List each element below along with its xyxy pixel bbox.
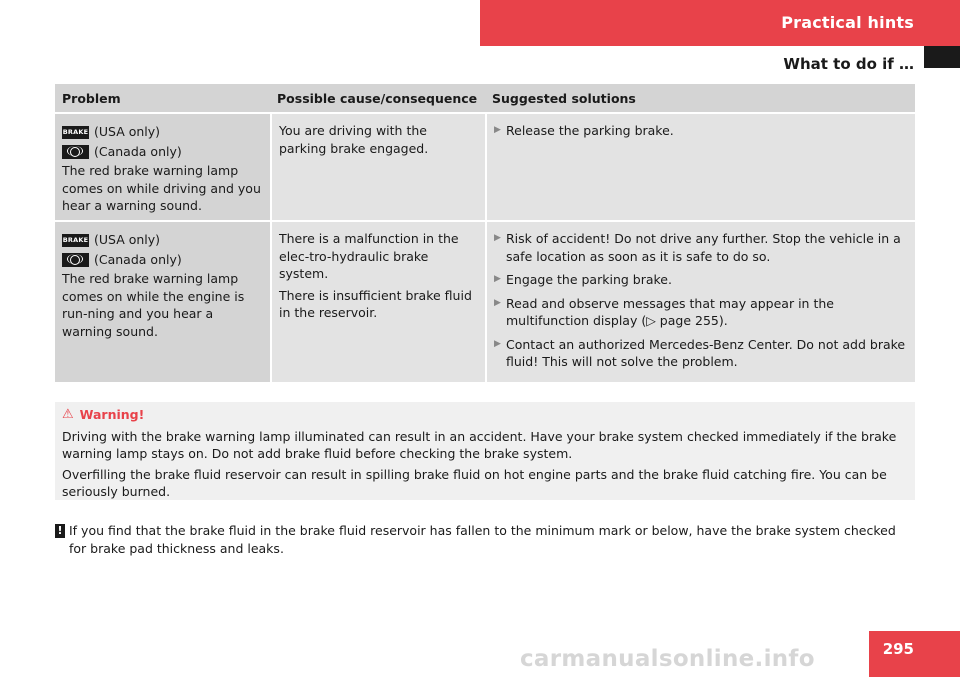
page-number: 295 [882, 640, 914, 658]
solutions-cell [485, 222, 915, 382]
solution-item [494, 271, 908, 289]
triangle-bullet-icon: ▶ [494, 338, 501, 349]
solution-text: Read and observe messages that may appear in the multifunction display (▷ page 255). [506, 295, 834, 328]
solution-item [494, 295, 908, 330]
canada-brake-lamp-icon [62, 253, 89, 267]
lamp-usa-label: (USA only) [94, 124, 161, 140]
canada-brake-lamp-icon [62, 145, 89, 159]
solution-item [494, 230, 908, 265]
column-header-cause: Possible cause/consequence [277, 91, 478, 106]
section-title: What to do if … [783, 55, 914, 73]
chapter-title: Practical hints [781, 13, 914, 32]
note-block [55, 522, 915, 557]
table-header [55, 84, 915, 112]
solution-text: Engage the parking brake. [506, 272, 672, 287]
lamp-usa-label: (USA only) [94, 232, 161, 248]
problem-table [55, 84, 915, 382]
cause-cell [270, 114, 485, 220]
cause-text: There is a malfunction in the elec-tro-hydraulic brake system. [279, 231, 459, 281]
note-text: If you find that the brake fluid in the brake fluid reservoir has fallen to the minimum mark or below, have the brake system checked for brake pad thickness and leaks. [69, 523, 896, 556]
note-exclamation-icon: ! [55, 524, 65, 538]
table-row [55, 114, 915, 220]
brake-warning-lamp-icon: BRAKE [62, 126, 89, 139]
solution-text: Contact an authorized Mercedes-Benz Center. Do not add brake fluid! This will not solve the problem. [506, 336, 906, 369]
lamp-canada-label: (Canada only) [94, 144, 182, 160]
triangle-bullet-icon: ▶ [494, 297, 501, 308]
warning-heading [62, 406, 908, 424]
warning-paragraph: Overfilling the brake fluid reservoir can result in spilling brake fluid on hot engine parts and the brake fluid catching fire. You can be seriously burned. [62, 466, 887, 499]
thumb-tab [924, 46, 960, 68]
column-header-problem: Problem [62, 91, 121, 106]
warning-paragraph: Driving with the brake warning lamp illuminated can result in an accident. Have your brake system checked immediately if the brake warning lamp stays on. Do not add brake fluid before checking the brake system. [62, 428, 897, 461]
problem-description: The red brake warning lamp comes on while the engine is run-ning and you hear a warning sound. [62, 271, 245, 339]
cause-text: There is insufficient brake fluid in the reservoir. [279, 287, 472, 320]
problem-cell [55, 222, 270, 382]
problem-description: The red brake warning lamp comes on while driving and you hear a warning sound. [62, 163, 261, 213]
solution-text: Release the parking brake. [506, 123, 674, 138]
triangle-bullet-icon: ▶ [494, 233, 501, 243]
warning-triangle-icon: ⚠ [62, 407, 74, 422]
brake-warning-lamp-icon: BRAKE [62, 234, 89, 247]
triangle-bullet-icon: ▶ [494, 274, 501, 284]
warning-title: Warning! [79, 407, 145, 422]
solution-text: Risk of accident! Do not drive any further. Stop the vehicle in a safe location as soon as it is safe to do so. [506, 231, 901, 264]
warning-box [55, 402, 915, 500]
column-header-solutions: Suggested solutions [492, 91, 636, 106]
lamp-canada-label: (Canada only) [94, 252, 182, 268]
watermark: carmanualsonline.info [520, 646, 815, 672]
triangle-bullet-icon: ▶ [494, 125, 501, 135]
solution-item [494, 122, 908, 140]
problem-cell [55, 114, 270, 220]
cause-text: You are driving with the parking brake engaged. [279, 123, 429, 156]
table-row [55, 222, 915, 382]
solutions-cell [485, 114, 915, 220]
cause-cell [270, 222, 485, 382]
solution-item [494, 336, 908, 371]
